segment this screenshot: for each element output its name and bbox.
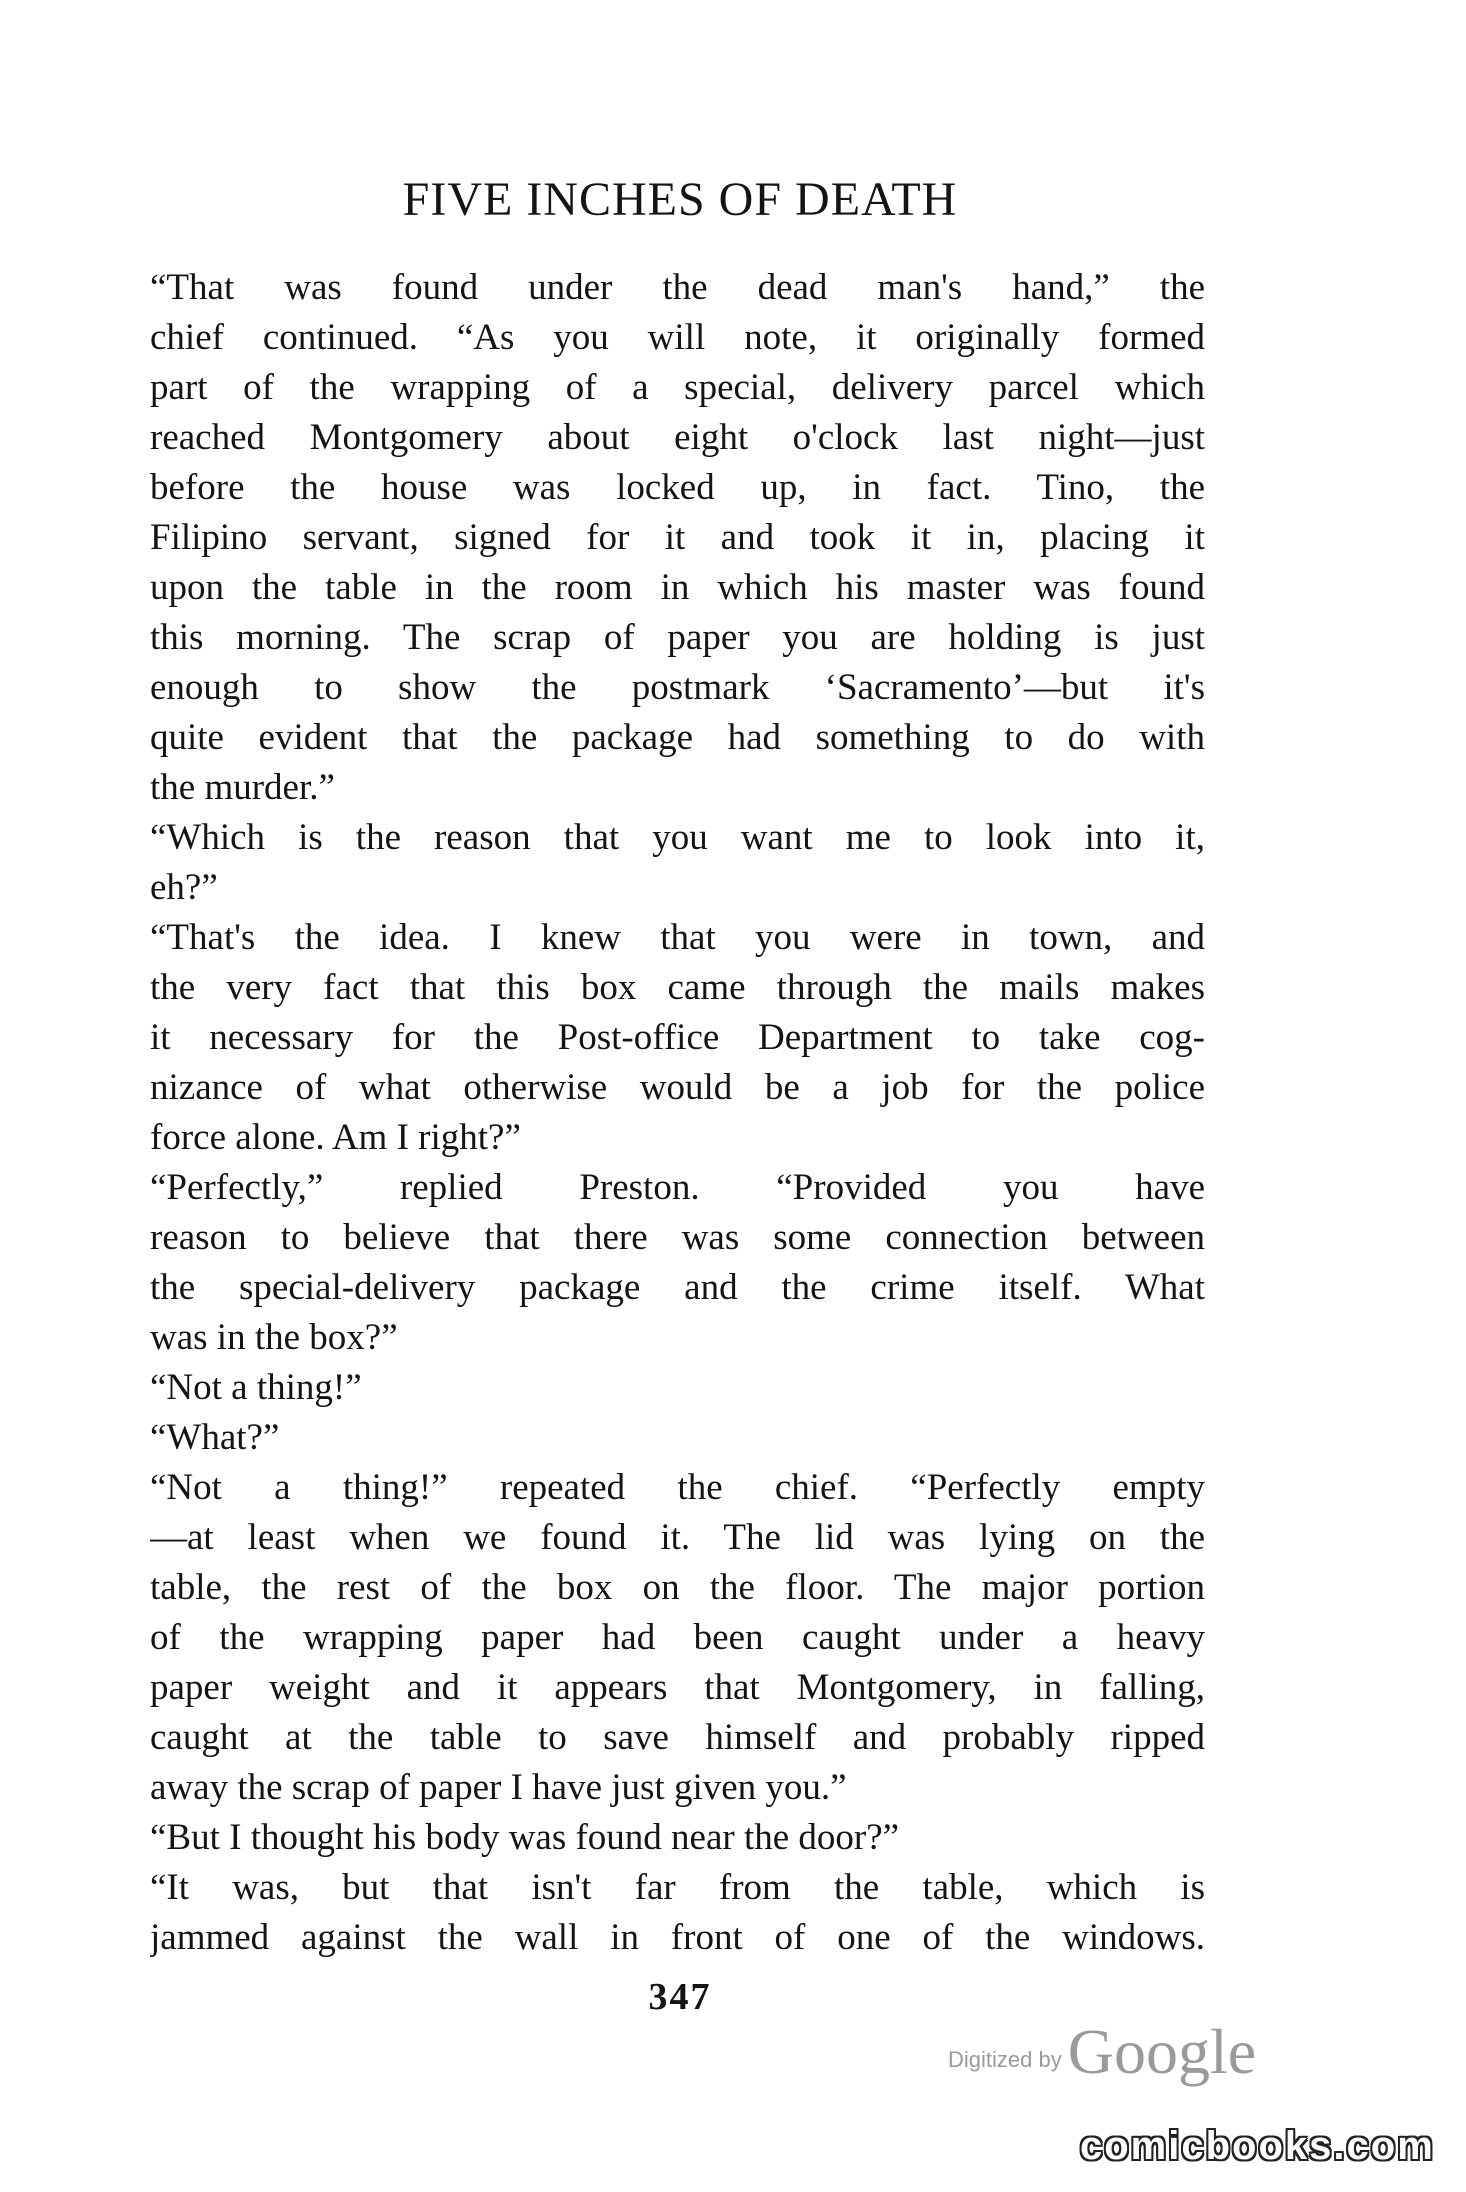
text-line: before the house was locked up, in fact. Tino, the <box>150 467 1205 508</box>
text-line: away the scrap of paper I have just given you.” <box>150 1767 847 1808</box>
text-line: was in the box?” <box>150 1317 398 1358</box>
digitized-watermark <box>948 2016 1257 2087</box>
body-text <box>150 263 1205 1963</box>
text-line: the murder.” <box>150 767 335 808</box>
text-line: the very fact that this box came through the mails makes <box>150 967 1205 1008</box>
text-line: reached Montgomery about eight o'clock last night—just <box>150 417 1205 458</box>
text-line: of the wrapping paper had been caught under a heavy <box>150 1617 1205 1658</box>
text-line: quite evident that the package had something to do with <box>150 717 1205 758</box>
text-line: “What?” <box>150 1417 280 1458</box>
text-line: caught at the table to save himself and probably ripped <box>150 1717 1205 1758</box>
site-watermark: comicbooks.com <box>1080 2124 1435 2168</box>
text-line: “Not a thing!” <box>150 1367 362 1408</box>
digitized-prefix: Digitized by <box>948 2047 1062 2072</box>
running-head: FIVE INCHES OF DEATH <box>402 173 958 226</box>
text-line: “Which is the reason that you want me to look into it, <box>150 817 1205 858</box>
text-line: it necessary for the Post-office Department to take cog- <box>150 1017 1205 1058</box>
text-line: “That was found under the dead man's hand,” the <box>150 267 1205 308</box>
text-line: “Perfectly,” replied Preston. “Provided you have <box>150 1167 1205 1208</box>
text-line: “But I thought his body was found near the door?” <box>150 1817 900 1858</box>
text-line: this morning. The scrap of paper you are holding is just <box>150 617 1205 658</box>
text-line: force alone. Am I right?” <box>150 1117 521 1158</box>
text-line: jammed against the wall in front of one of the windows. <box>150 1917 1205 1958</box>
page-number: 347 <box>648 1976 712 2018</box>
text-line: “Not a thing!” repeated the chief. “Perfectly empty <box>150 1467 1205 1508</box>
text-line: eh?” <box>150 867 218 908</box>
text-line: enough to show the postmark ‘Sacramento’—but it's <box>150 667 1205 708</box>
text-line: reason to believe that there was some connection between <box>150 1217 1205 1258</box>
text-line: the special-delivery package and the crime itself. What <box>150 1267 1205 1308</box>
text-line: table, the rest of the box on the floor. The major portion <box>150 1567 1205 1608</box>
text-line: Filipino servant, signed for it and took it in, placing it <box>150 517 1205 558</box>
text-line: paper weight and it appears that Montgomery, in falling, <box>150 1667 1205 1708</box>
text-line: chief continued. “As you will note, it originally formed <box>150 317 1205 358</box>
text-line: —at least when we found it. The lid was lying on the <box>150 1517 1205 1558</box>
text-line: “That's the idea. I knew that you were in town, and <box>150 917 1205 958</box>
google-logo: Google <box>1067 2016 1257 2087</box>
text-line: “It was, but that isn't far from the table, which is <box>150 1867 1205 1908</box>
text-line: upon the table in the room in which his master was found <box>150 567 1205 608</box>
text-line: nizance of what otherwise would be a job for the police <box>150 1067 1205 1108</box>
text-line: part of the wrapping of a special, delivery parcel which <box>150 367 1205 408</box>
